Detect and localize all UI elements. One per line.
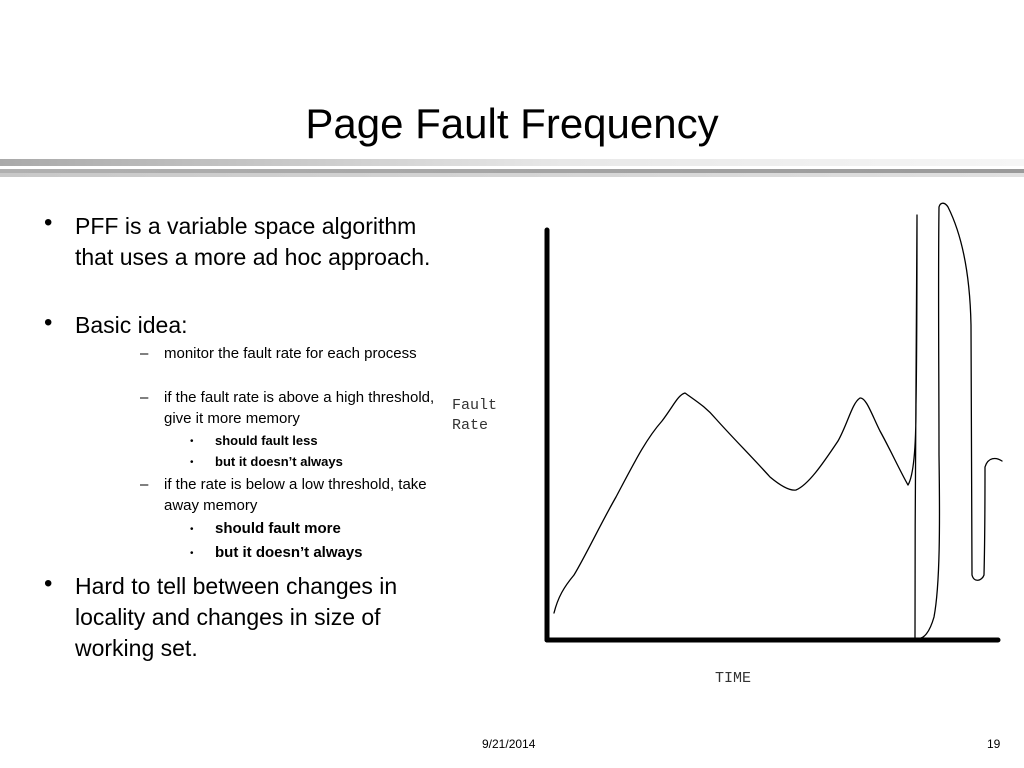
dash-marker: –: [140, 476, 149, 493]
bullet-item: PFF is a variable space algorithm that uses a more ad hoc approach.: [75, 213, 431, 270]
y-axis-label-line1: Fault: [452, 397, 498, 414]
sub-sub-bullet-item: but it doesn’t always: [215, 544, 363, 561]
bullet-dot: •: [44, 309, 53, 336]
small-bullet-dot: •: [190, 436, 194, 447]
sub-bullet-item: if the rate is below a low threshold, take away memory: [164, 476, 427, 514]
sub-bullet-item: monitor the fault rate for each process: [164, 345, 417, 362]
slide-title: Page Fault Frequency: [305, 100, 719, 147]
x-axis-label: TIME: [715, 670, 752, 687]
sub-bullet-item: if the fault rate is above a high threshold, give it more memory: [164, 389, 435, 427]
fault-rate-diagram: [440, 195, 1010, 695]
small-bullet-dot: •: [190, 524, 194, 535]
bullet-item: Basic idea:: [75, 312, 188, 338]
sub-sub-bullet-item: but it doesn’t always: [215, 454, 343, 469]
dash-marker: –: [140, 389, 149, 406]
sub-sub-bullet-item: should fault more: [215, 520, 341, 537]
small-bullet-dot: •: [190, 548, 194, 559]
title-divider: [0, 159, 1024, 166]
footer-page-number: 19: [987, 737, 1001, 751]
sub-sub-bullet-item: should fault less: [215, 433, 318, 448]
dash-marker: –: [140, 345, 149, 362]
small-bullet-dot: •: [190, 457, 194, 468]
y-axis-label-line2: Rate: [452, 417, 489, 434]
bullet-dot: •: [44, 209, 53, 236]
fault-rate-curve: [554, 203, 1002, 638]
bullet-dot: •: [44, 570, 53, 597]
bullet-item: Hard to tell between changes in locality and changes in size of working set.: [75, 573, 398, 661]
footer-date: 9/21/2014: [482, 737, 536, 751]
